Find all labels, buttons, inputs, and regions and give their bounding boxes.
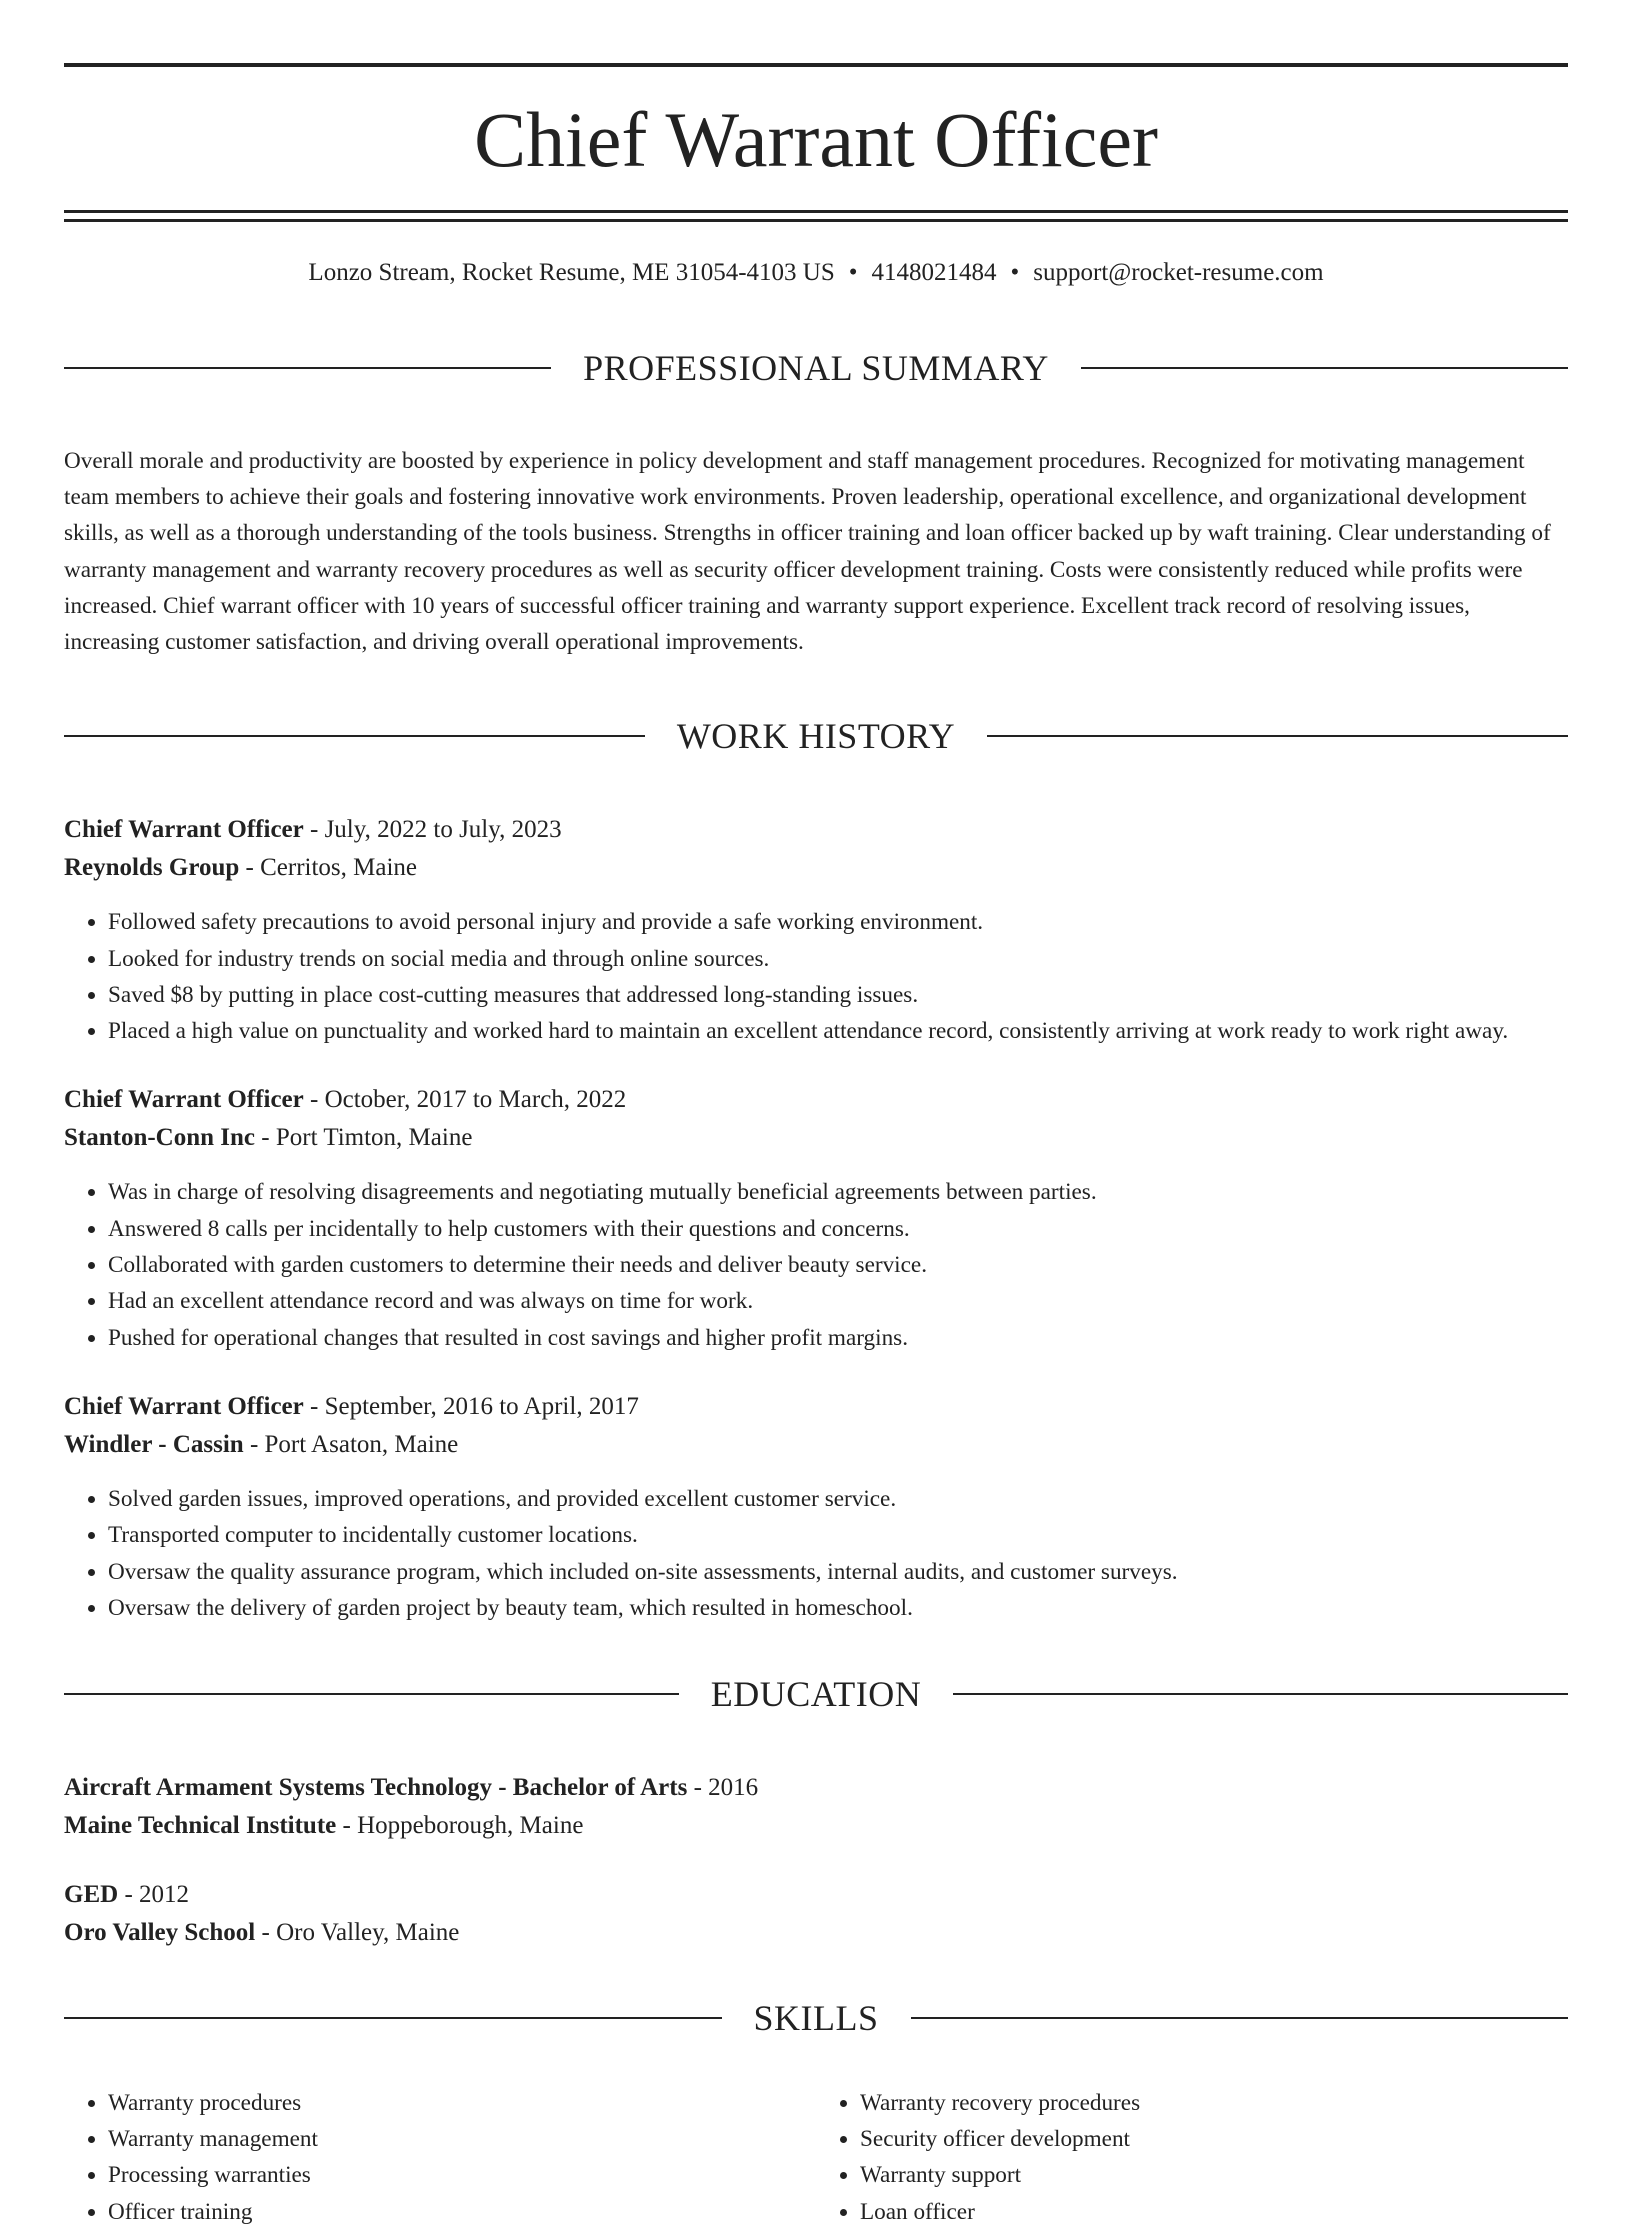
resume-page [0,63,1632,2225]
list-item: • Solved garden issues, improved operations, and provided excellent customer service. [108,1481,1568,1517]
job-entry-2 [64,1081,1568,1355]
school-line [64,1807,1568,1845]
header-rule-lower [64,219,1568,222]
header-top-rule [64,63,1568,67]
list-item: • Looked for industry trends on social media and through online sources. [108,941,1568,977]
skill-item: • Loan officer [860,2194,1568,2230]
skills-grid [64,2085,1568,2230]
school-name: Maine Technical Institute [64,1811,337,1839]
list-item: • Had an excellent attendance record and was always on time for work. [108,1283,1568,1319]
work-history-heading-label: WORK HISTORY [676,716,956,757]
school-line [64,1914,1568,1952]
list-item: • Oversaw the quality assurance program, which included on-site assessments, internal audits, and customer surveys. [108,1554,1568,1590]
job-dates: - September, 2016 to April, 2017 [303,1392,639,1420]
education-entry-1 [64,1769,1568,1845]
heading-rule-right [911,2017,1569,2019]
school-location: - Oro Valley, Maine [255,1918,460,1946]
job-bullets [64,904,1568,1049]
job-title: Chief Warrant Officer [64,1392,304,1420]
school-location: - Hoppeborough, Maine [336,1811,584,1839]
company-location: - Port Asaton, Maine [243,1430,459,1458]
skill-item: • Warranty recovery procedures [860,2085,1568,2121]
skill-item: • Warranty support [860,2157,1568,2193]
skills-list-left [64,2085,816,2230]
company-line [64,849,1568,887]
job-bullets [64,1174,1568,1355]
work-history-heading [64,689,1568,785]
skills-heading [64,1970,1568,2066]
company-name: Windler - Cassin [64,1430,244,1458]
heading-rule-right [987,735,1568,737]
skill-item: • Security officer development [860,2121,1568,2157]
list-item: • Was in charge of resolving disagreements and negotiating mutually beneficial agreements between parties. [108,1174,1568,1210]
degree-name: GED [64,1880,119,1908]
skill-item: • Processing warranties [108,2157,816,2193]
company-name: Reynolds Group [64,854,240,882]
summary-text: Overall morale and productivity are boosted by experience in policy development and staff management procedures. Recognized for motivating management team members to achieve their goals and fostering innovative work environments. Proven leadership, operational excellence, and organizational development skills, as well as a thorough understanding of the tools business. Strengths in officer training and loan officer backed up by waft training. Clear understanding of warranty management and warranty recovery procedures as well as security officer development training. Costs were consistently reduced while profits were increased. Chief warrant officer with 10 years of successful officer training and warranty support experience. Excellent track record of resolving issues, increasing customer satisfaction, and driving overall operational improvements. [64,447,1551,656]
list-item: • Placed a high value on punctuality and worked hard to maintain an excellent attendance record, consistently arriving at work ready to work right away. [108,1013,1568,1049]
skills-list-right [816,2085,1568,2230]
heading-rule-left [64,1693,679,1695]
contact-phone: 4148021484 [871,259,997,286]
list-item: • Pushed for operational changes that resulted in cost savings and higher profit margins. [108,1320,1568,1356]
job-title-line [64,1081,1568,1119]
degree-name: Aircraft Armament Systems Technology - Bachelor of Arts [64,1773,688,1801]
summary-heading-label: PROFESSIONAL SUMMARY [583,347,1049,388]
heading-rule-left [64,367,551,369]
job-entry-3 [64,1388,1568,1626]
summary-heading [64,320,1568,416]
contact-line [64,255,1568,291]
company-location: - Cerritos, Maine [239,854,418,882]
heading-rule-right [953,1693,1568,1695]
company-line [64,1119,1568,1157]
job-entry-1 [64,811,1568,1049]
skill-item: • Warranty management [108,2121,816,2157]
heading-rule-right [1081,367,1568,369]
job-dates: - July, 2022 to July, 2023 [303,816,562,844]
company-location: - Port Timton, Maine [255,1124,473,1152]
contact-separator: • [848,259,858,286]
job-title-line [64,1388,1568,1426]
list-item: • Followed safety precautions to avoid personal injury and provide a safe working environment. [108,904,1568,940]
list-item: • Transported computer to incidentally customer locations. [108,1517,1568,1553]
company-name: Stanton-Conn Inc [64,1124,256,1152]
job-title: Chief Warrant Officer [64,1086,304,1114]
degree-line [64,1769,1568,1807]
school-name: Oro Valley School [64,1918,256,1946]
job-dates: - October, 2017 to March, 2022 [303,1086,627,1114]
job-title: Chief Warrant Officer [64,816,304,844]
contact-email[interactable]: support@rocket-resume.com [1033,259,1324,286]
contact-address: Lonzo Stream, Rocket Resume, ME 31054-4103 US [308,259,835,286]
degree-year: - 2012 [118,1880,190,1908]
company-line [64,1426,1568,1464]
education-heading [64,1646,1568,1742]
skill-item: • Officer training [108,2194,816,2230]
resume-title: Chief Warrant Officer [474,96,1158,183]
job-bullets [64,1481,1568,1626]
degree-line [64,1876,1568,1914]
skills-heading-label: SKILLS [753,1997,879,2038]
degree-year: - 2016 [687,1773,759,1801]
job-title-line [64,811,1568,849]
list-item: • Collaborated with garden customers to determine their needs and deliver beauty service. [108,1247,1568,1283]
header-rule-upper [64,210,1568,213]
skill-item: • Warranty procedures [108,2085,816,2121]
heading-rule-left [64,2017,722,2019]
list-item: • Answered 8 calls per incidentally to help customers with their questions and concerns. [108,1211,1568,1247]
list-item: • Saved $8 by putting in place cost-cutting measures that addressed long-standing issues. [108,977,1568,1013]
contact-separator: • [1010,259,1020,286]
education-heading-label: EDUCATION [710,1674,922,1715]
list-item: • Oversaw the delivery of garden project by beauty team, which resulted in homeschool. [108,1590,1568,1626]
education-entry-2 [64,1876,1568,1952]
heading-rule-left [64,735,645,737]
